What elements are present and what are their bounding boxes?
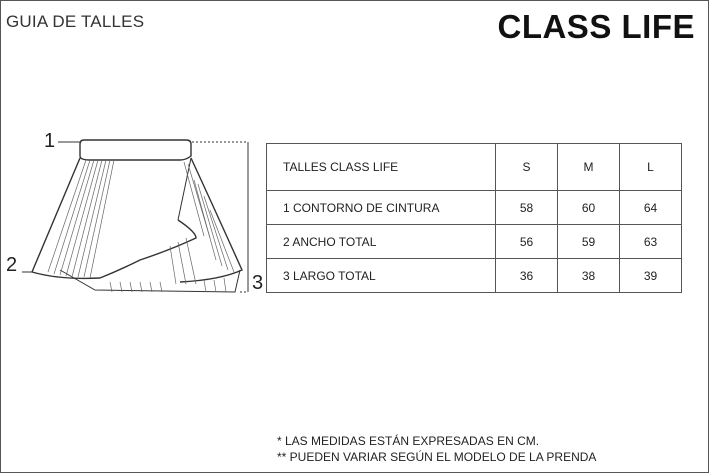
table-cell: 64 xyxy=(620,191,682,225)
footnote-units: * LAS MEDIDAS ESTÁN EXPRESADAS EN CM. xyxy=(277,434,540,448)
table-header-label: TALLES CLASS LIFE xyxy=(267,144,496,191)
footnote-variation: ** PUEDEN VARIAR SEGÚN EL MODELO DE LA PRENDA xyxy=(277,450,597,464)
size-m-header: M xyxy=(558,144,620,191)
table-cell: 56 xyxy=(496,225,558,259)
size-l-header: L xyxy=(620,144,682,191)
table-cell: 39 xyxy=(620,259,682,293)
size-s-header: S xyxy=(496,144,558,191)
table-cell: 59 xyxy=(558,225,620,259)
page-title: GUIA DE TALLES xyxy=(6,12,145,31)
table-cell: 63 xyxy=(620,225,682,259)
size-table xyxy=(266,143,682,293)
table-row xyxy=(267,191,682,225)
row-label: 1 CONTORNO DE CINTURA xyxy=(267,191,496,225)
footnotes xyxy=(277,433,596,465)
skirt-illustration xyxy=(0,120,270,310)
table-cell: 58 xyxy=(496,191,558,225)
table-cell: 60 xyxy=(558,191,620,225)
brand-logo-text: CLASS LIFE xyxy=(497,8,695,45)
row-label: 3 LARGO TOTAL xyxy=(267,259,496,293)
table-cell: 36 xyxy=(496,259,558,293)
table-row xyxy=(267,259,682,293)
table-cell: 38 xyxy=(558,259,620,293)
table-row xyxy=(267,225,682,259)
marker-width: 2 xyxy=(6,254,18,276)
skirt-diagram xyxy=(0,120,270,310)
marker-waist: 1 xyxy=(44,130,56,152)
row-label: 2 ANCHO TOTAL xyxy=(267,225,496,259)
marker-length: 3 xyxy=(252,272,264,294)
table-header-row xyxy=(267,144,682,191)
